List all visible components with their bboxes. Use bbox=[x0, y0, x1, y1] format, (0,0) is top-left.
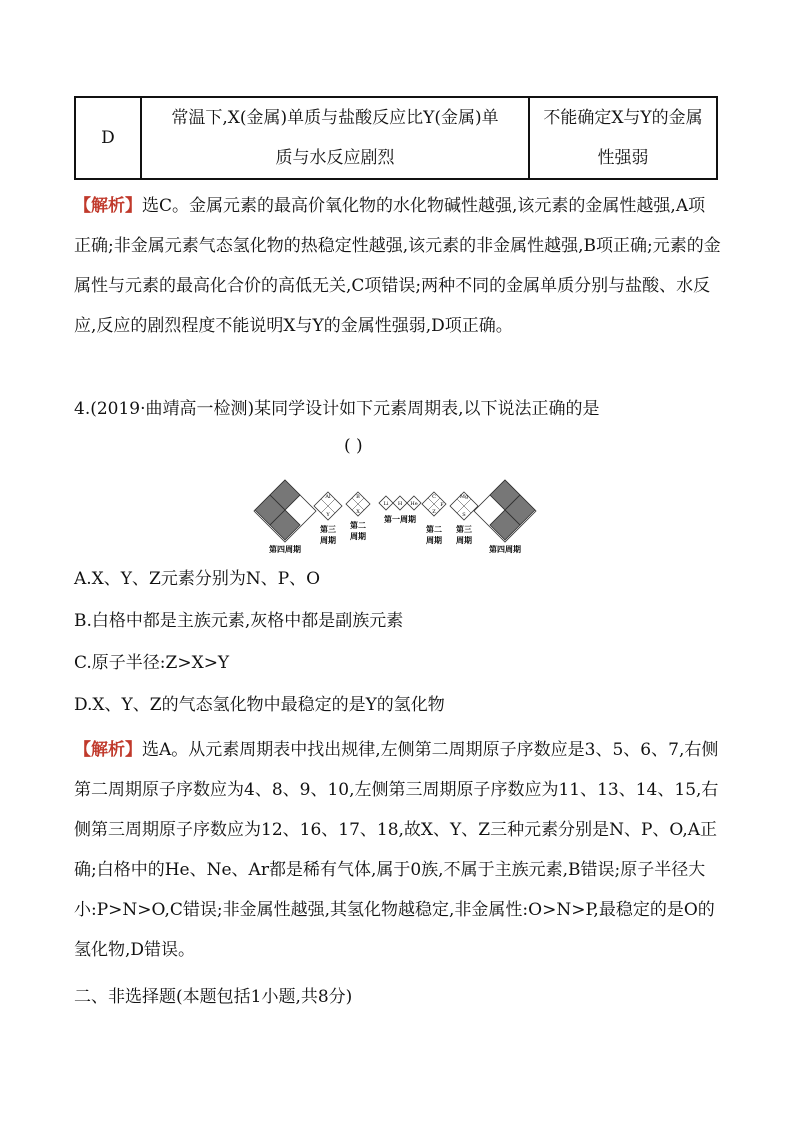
condition-line-2: 质与水反应剧烈 bbox=[275, 148, 395, 168]
label-p3-right-a: 第三 bbox=[456, 524, 472, 534]
label-p4-right: 第四周期 bbox=[489, 544, 521, 554]
label-p2-left-b: 周期 bbox=[350, 531, 366, 541]
label-p1: 第一周期 bbox=[384, 514, 416, 524]
right-period2-block bbox=[422, 492, 446, 516]
cell-he: He bbox=[410, 501, 418, 507]
label-p4-left: 第四周期 bbox=[269, 544, 301, 554]
cell-y: Y bbox=[326, 512, 330, 518]
cell-f: F bbox=[440, 502, 444, 508]
label-p2-right-a: 第二 bbox=[426, 524, 442, 534]
label-p2-right-b: 周期 bbox=[426, 535, 442, 545]
analysis-2 bbox=[74, 730, 722, 970]
label-p3-right-b: 周期 bbox=[456, 535, 472, 545]
right-period4-block bbox=[474, 480, 536, 542]
analysis-text: 选C。金属元素的最高价氧化物的水化物碱性越强,该元素的金属性越强,A项正确;非金属元素气态氢化物的热稳定性越强,该元素的非金属性越强,B项正确;元素的金属性与元素的最高化合价的高低无关,C项错误;两种不同的金属单质分别与盐酸、水反应,反应的剧烈程度不能说明X与Y的金属性强弱,D项正确。 bbox=[74, 196, 721, 336]
condition-line-1: 常温下,X(金属)单质与盐酸反应比Y(金属)单 bbox=[171, 108, 499, 128]
section-heading: 二、非选择题(本题包括1小题,共8分) bbox=[74, 987, 353, 1007]
cell-h: H bbox=[397, 501, 403, 507]
left-period2-block bbox=[346, 492, 370, 516]
cell-z: Z bbox=[432, 509, 436, 515]
result-line-2: 性强弱 bbox=[597, 148, 649, 168]
condition-cell bbox=[141, 97, 529, 179]
option-c: C.原子半径:Z>X>Y bbox=[74, 653, 230, 673]
left-period3-block bbox=[314, 492, 342, 520]
answer-table bbox=[74, 96, 718, 180]
cell-s: S bbox=[462, 512, 466, 518]
cell-mg: Mg bbox=[459, 494, 469, 500]
option-b: B.白格中都是主族元素,灰格中都是副族元素 bbox=[74, 611, 404, 631]
label-p3-left-a: 第三 bbox=[320, 524, 336, 534]
option-d: D.X、Y、Z的气态氢化物中最稳定的是Y的氢化物 bbox=[74, 695, 445, 715]
cell-x: X bbox=[356, 509, 360, 515]
cell-c: C bbox=[432, 494, 436, 500]
cell-li: Li bbox=[383, 501, 389, 507]
label-p3-left-b: 周期 bbox=[320, 535, 336, 545]
analysis-tag: 【解析】 bbox=[74, 740, 142, 760]
period1-block bbox=[379, 496, 421, 510]
table-row bbox=[75, 97, 717, 179]
cell-b: B bbox=[356, 494, 360, 500]
left-period4-block bbox=[254, 480, 316, 542]
analysis-tag: 【解析】 bbox=[74, 196, 142, 216]
result-line-1: 不能确定X与Y的金属 bbox=[543, 108, 703, 128]
right-period3-block bbox=[450, 492, 478, 520]
answer-paren: ( ) bbox=[344, 436, 363, 456]
analysis-1 bbox=[74, 186, 722, 346]
periodic-table-figure bbox=[250, 476, 540, 554]
label-p2-left-a: 第二 bbox=[350, 520, 366, 530]
row-label: D bbox=[75, 97, 141, 179]
question-stem: 4.(2019·曲靖高一检测)某同学设计如下元素周期表,以下说法正确的是 bbox=[74, 399, 600, 419]
result-cell bbox=[529, 97, 717, 179]
option-a: A.X、Y、Z元素分别为N、P、O bbox=[74, 569, 321, 589]
cell-al: Al bbox=[325, 494, 331, 500]
analysis-text: 选A。从元素周期表中找出规律,左侧第二周期原子序数应是3、5、6、7,右侧第二周期原子序数应为4、8、9、10,左侧第三周期原子序数应为11、13、14、15,右侧第三周期原子序数应为12、16、17、18,故X、Y、Z三种元素分别是N、P、O,A正确;白格中的He、Ne、Ar都是稀有气体,属于0族,不属于主族元素,B错误;原子半径大小:P>N>O,C错误;非金属性越强,其氢化物越稳定,非金属性:O>N>P,最稳定的是O的氢化物,D错误。 bbox=[74, 740, 719, 960]
